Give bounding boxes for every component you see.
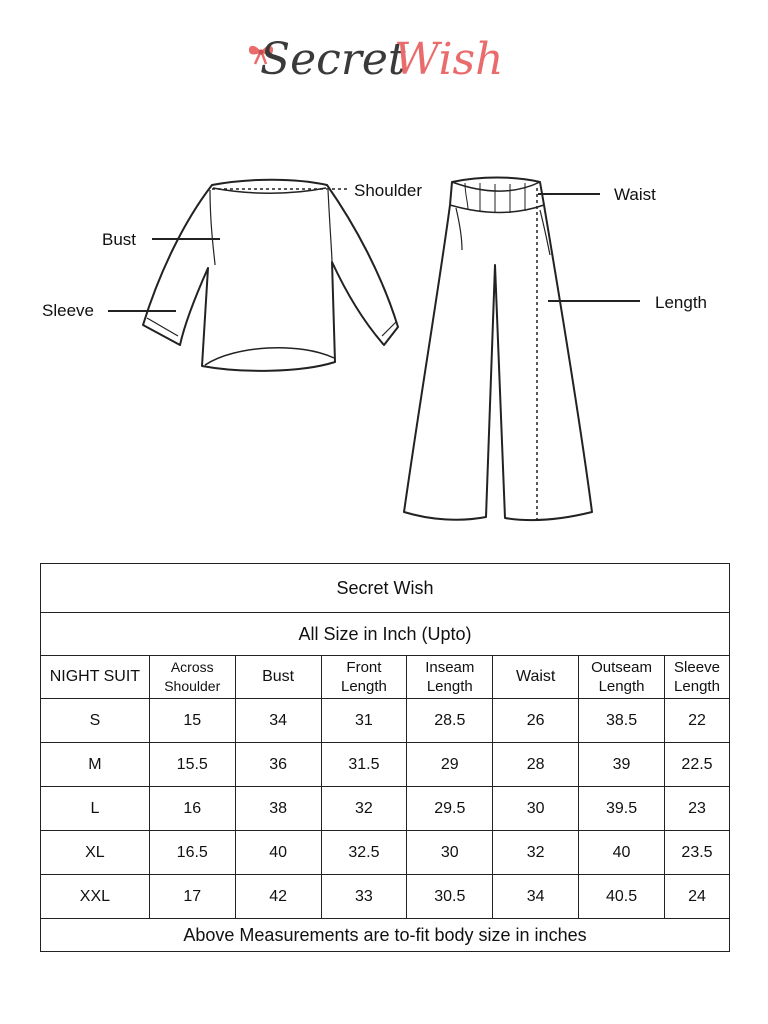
header-shoulder-text: Shoulder — [164, 678, 221, 694]
header-front-length-text: Length — [340, 678, 387, 695]
value-cell: 15 — [149, 699, 235, 743]
brand-logo — [246, 28, 536, 108]
value-cell: 40 — [579, 831, 665, 875]
value-cell: 33 — [321, 875, 407, 919]
value-cell: 32 — [493, 831, 579, 875]
value-cell: 29 — [407, 743, 493, 787]
table-subtitle: All Size in Inch (Upto) — [41, 613, 730, 656]
header-outseam-length — [579, 656, 665, 699]
header-row — [41, 656, 730, 699]
value-cell: 22.5 — [664, 743, 729, 787]
pants-outline — [404, 178, 592, 521]
table-row — [41, 875, 730, 919]
value-cell: 34 — [493, 875, 579, 919]
value-cell: 24 — [664, 875, 729, 919]
value-cell: 38.5 — [579, 699, 665, 743]
label-waist: Waist — [614, 185, 656, 204]
header-waist-text: Waist — [515, 668, 556, 685]
value-cell: 28.5 — [407, 699, 493, 743]
garment-diagram — [0, 150, 768, 540]
header-inseam-length — [407, 656, 493, 699]
header-sleeve-length-text: Length — [674, 678, 720, 695]
size-cell: XXL — [41, 875, 150, 919]
header-bust — [235, 656, 321, 699]
value-cell: 39.5 — [579, 787, 665, 831]
value-cell: 30 — [407, 831, 493, 875]
value-cell: 38 — [235, 787, 321, 831]
value-cell: 30.5 — [407, 875, 493, 919]
size-cell: L — [41, 787, 150, 831]
table-row — [41, 743, 730, 787]
label-shoulder: Shoulder — [354, 181, 423, 200]
top-shirt-outline — [143, 180, 398, 371]
header-sleeve-length — [664, 656, 729, 699]
value-cell: 39 — [579, 743, 665, 787]
header-waist — [493, 656, 579, 699]
value-cell: 31.5 — [321, 743, 407, 787]
value-cell: 22 — [664, 699, 729, 743]
value-cell: 16 — [149, 787, 235, 831]
value-cell: 32 — [321, 787, 407, 831]
header-outseam-length-text: Length — [598, 678, 645, 695]
size-cell: XL — [41, 831, 150, 875]
header-inseam-length-text: Length — [426, 678, 473, 695]
value-cell: 23.5 — [664, 831, 729, 875]
value-cell: 40 — [235, 831, 321, 875]
header-front-length — [321, 656, 407, 699]
value-cell: 36 — [235, 743, 321, 787]
value-cell: 30 — [493, 787, 579, 831]
value-cell: 28 — [493, 743, 579, 787]
brand-word-wish: Wish — [394, 34, 504, 85]
brand-word-secret: Secret — [260, 34, 406, 85]
value-cell: 40.5 — [579, 875, 665, 919]
header-across-text: Across — [170, 659, 214, 675]
value-cell: 15.5 — [149, 743, 235, 787]
header-outseam-text: Outseam — [591, 659, 652, 676]
value-cell: 42 — [235, 875, 321, 919]
header-bust-text: Bust — [262, 668, 295, 685]
header-inseam-text: Inseam — [425, 659, 475, 676]
header-front-text: Front — [346, 659, 382, 676]
value-cell: 32.5 — [321, 831, 407, 875]
table-row — [41, 831, 730, 875]
value-cell: 29.5 — [407, 787, 493, 831]
header-across-shoulder — [149, 656, 235, 699]
header-night-suit — [41, 656, 150, 699]
value-cell: 31 — [321, 699, 407, 743]
table-row — [41, 699, 730, 743]
value-cell: 16.5 — [149, 831, 235, 875]
label-sleeve: Sleeve — [42, 301, 94, 320]
label-length: Length — [655, 293, 707, 312]
value-cell: 34 — [235, 699, 321, 743]
value-cell: 26 — [493, 699, 579, 743]
table-footnote: Above Measurements are to-fit body size in inches — [41, 919, 730, 952]
header-sleeve-text: Sleeve — [674, 659, 720, 676]
size-cell: S — [41, 699, 150, 743]
label-bust: Bust — [102, 230, 137, 249]
size-cell: M — [41, 743, 150, 787]
value-cell: 17 — [149, 875, 235, 919]
table-title: Secret Wish — [41, 564, 730, 613]
table-row — [41, 787, 730, 831]
garment-sketch — [0, 150, 768, 540]
header-night-suit-text: NIGHT SUIT — [49, 668, 141, 685]
value-cell: 23 — [664, 787, 729, 831]
size-chart-table — [40, 563, 730, 952]
